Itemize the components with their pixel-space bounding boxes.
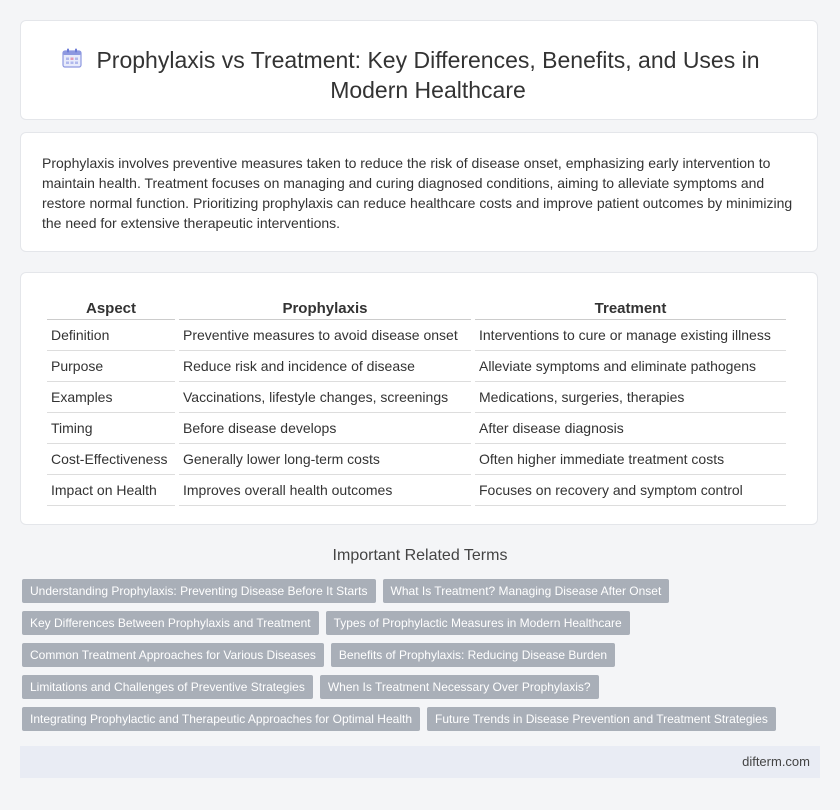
table-header-row — [47, 295, 786, 320]
related-term-tag[interactable]: When Is Treatment Necessary Over Prophylaxis? — [320, 675, 599, 699]
related-terms-list — [22, 579, 812, 739]
row-prophylaxis: Improves overall health outcomes — [179, 475, 471, 506]
row-aspect: Examples — [47, 382, 175, 413]
row-treatment: Interventions to cure or manage existing illness — [475, 320, 786, 351]
related-term-tag[interactable]: Key Differences Between Prophylaxis and Treatment — [22, 611, 319, 635]
row-aspect: Impact on Health — [47, 475, 175, 506]
table-row — [47, 351, 786, 382]
row-aspect: Cost-Effectiveness — [47, 444, 175, 475]
header-treatment: Treatment — [475, 295, 786, 320]
title-card — [20, 20, 818, 120]
related-term-tag[interactable]: Limitations and Challenges of Preventive Strategies — [22, 675, 313, 699]
table-row — [47, 475, 786, 506]
related-term-tag[interactable]: What Is Treatment? Managing Disease After Onset — [383, 579, 670, 603]
row-treatment: After disease diagnosis — [475, 413, 786, 444]
row-prophylaxis: Reduce risk and incidence of disease — [179, 351, 471, 382]
comparison-table — [43, 295, 790, 506]
row-treatment: Medications, surgeries, therapies — [475, 382, 786, 413]
row-aspect: Purpose — [47, 351, 175, 382]
related-terms-heading: Important Related Terms — [332, 547, 508, 564]
table-row — [47, 382, 786, 413]
related-term-tag[interactable]: Benefits of Prophylaxis: Reducing Disease Burden — [331, 643, 615, 667]
site-link[interactable]: difterm.com — [742, 754, 810, 769]
related-term-tag[interactable]: Common Treatment Approaches for Various Diseases — [22, 643, 324, 667]
row-prophylaxis: Generally lower long-term costs — [179, 444, 471, 475]
related-term-tag[interactable]: Types of Prophylactic Measures in Modern Healthcare — [326, 611, 630, 635]
footer — [20, 746, 820, 778]
row-treatment: Alleviate symptoms and eliminate pathogens — [475, 351, 786, 382]
related-term-tag[interactable]: Future Trends in Disease Prevention and Treatment Strategies — [427, 707, 776, 731]
row-prophylaxis: Preventive measures to avoid disease onset — [179, 320, 471, 351]
header-prophylaxis: Prophylaxis — [179, 295, 471, 320]
row-treatment: Often higher immediate treatment costs — [475, 444, 786, 475]
header-aspect: Aspect — [47, 295, 175, 320]
table-row — [47, 444, 786, 475]
intro-card — [20, 132, 818, 252]
row-aspect: Definition — [47, 320, 175, 351]
comparison-card — [20, 272, 818, 525]
row-prophylaxis: Before disease develops — [179, 413, 471, 444]
row-prophylaxis: Vaccinations, lifestyle changes, screenings — [179, 382, 471, 413]
row-aspect: Timing — [47, 413, 175, 444]
page-title: Prophylaxis vs Treatment: Key Differences, Benefits, and Uses in Modern Healthcare — [96, 47, 760, 103]
related-term-tag[interactable]: Understanding Prophylaxis: Preventing Disease Before It Starts — [22, 579, 376, 603]
table-row — [47, 413, 786, 444]
table-row — [47, 320, 786, 351]
intro-paragraph: Prophylaxis involves preventive measures taken to reduce the risk of disease onset, emphasizing early intervention to maintain health. Treatment focuses on managing and curing diagnosed conditions, aiming to alleviate symptoms and restore normal function. Prioritizing prophylaxis can reduce healthcare costs and improve patient outcomes by minimizing the need for extensive therapeutic interventions. — [42, 155, 793, 231]
related-term-tag[interactable]: Integrating Prophylactic and Therapeutic Approaches for Optimal Health — [22, 707, 420, 731]
row-treatment: Focuses on recovery and symptom control — [475, 475, 786, 506]
